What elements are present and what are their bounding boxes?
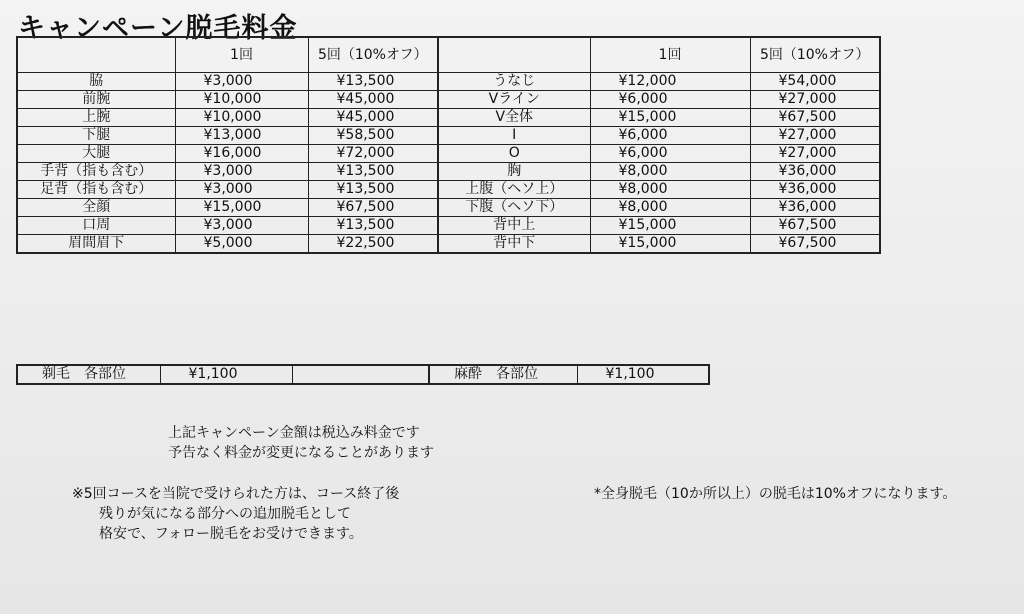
- page-title: キャンペーン脱毛料金: [18, 13, 298, 44]
- left-area-name: 脇: [17, 73, 175, 91]
- table-row: [17, 91, 880, 109]
- course-note-line: ※5回コースを当院で受けられた方は、コース終了後: [72, 486, 400, 502]
- right-area-name: 背中下: [438, 235, 590, 254]
- left-area-name: 大腿: [17, 145, 175, 163]
- anesthesia-label: 麻酔 各部位: [429, 365, 577, 384]
- right-single-price: ¥6,000: [590, 91, 750, 109]
- right-five-price: ¥36,000: [750, 181, 880, 199]
- left-five-price: ¥13,500: [308, 163, 438, 181]
- course-note-line: 残りが気になる部分への追加脱毛として: [99, 506, 351, 522]
- right-five-price: ¥27,000: [750, 91, 880, 109]
- right-area-name: V全体: [438, 109, 590, 127]
- right-area-name: Vライン: [438, 91, 590, 109]
- table-row: [17, 127, 880, 145]
- right-single-price: ¥8,000: [590, 163, 750, 181]
- left-five-price: ¥67,500: [308, 199, 438, 217]
- header-blank-left: [17, 37, 175, 73]
- right-single-price: ¥6,000: [590, 127, 750, 145]
- shaving-price: ¥1,100: [160, 365, 292, 384]
- right-area-name: 上腹（ヘソ上）: [438, 181, 590, 199]
- left-single-price: ¥3,000: [175, 163, 308, 181]
- right-single-price: ¥12,000: [590, 73, 750, 91]
- left-area-name: 足背（指も含む）: [17, 181, 175, 199]
- right-single-price: ¥15,000: [590, 109, 750, 127]
- right-area-name: 背中上: [438, 217, 590, 235]
- right-five-price: ¥27,000: [750, 145, 880, 163]
- table-header-row: [17, 37, 880, 73]
- table-row: [17, 235, 880, 254]
- right-single-price: ¥15,000: [590, 235, 750, 254]
- right-five-price: ¥67,500: [750, 235, 880, 254]
- extra-fee-table: [16, 364, 710, 385]
- right-area-name: 下腹（ヘソ下）: [438, 199, 590, 217]
- left-five-price: ¥22,500: [308, 235, 438, 254]
- left-five-price: ¥45,000: [308, 109, 438, 127]
- left-single-price: ¥3,000: [175, 181, 308, 199]
- left-five-price: ¥58,500: [308, 127, 438, 145]
- left-single-price: ¥10,000: [175, 91, 308, 109]
- left-five-price: ¥13,500: [308, 181, 438, 199]
- left-single-price: ¥13,000: [175, 127, 308, 145]
- price-notice: [168, 423, 434, 463]
- right-five-price: ¥54,000: [750, 73, 880, 91]
- right-five-price: ¥36,000: [750, 163, 880, 181]
- table-row: [17, 199, 880, 217]
- table-row: [17, 73, 880, 91]
- table-row: [17, 145, 880, 163]
- extra-blank-cell: [292, 365, 429, 384]
- right-single-price: ¥6,000: [590, 145, 750, 163]
- right-single-price: ¥8,000: [590, 199, 750, 217]
- right-five-price: ¥67,500: [750, 217, 880, 235]
- table-row: [17, 181, 880, 199]
- left-single-price: ¥15,000: [175, 199, 308, 217]
- left-area-name: 手背（指も含む）: [17, 163, 175, 181]
- price-change-note: 予告なく料金が変更になることがあります: [168, 445, 434, 461]
- table-row: [17, 109, 880, 127]
- course-note: [72, 484, 399, 544]
- right-area-name: O: [438, 145, 590, 163]
- left-area-name: 口周: [17, 217, 175, 235]
- shaving-label: 剃毛 各部位: [17, 365, 160, 384]
- right-area-name: I: [438, 127, 590, 145]
- header-left-single: 1回: [175, 37, 308, 73]
- right-five-price: ¥67,500: [750, 109, 880, 127]
- header-right-single: 1回: [590, 37, 750, 73]
- header-blank-right: [438, 37, 590, 73]
- left-area-name: 眉間眉下: [17, 235, 175, 254]
- table-row: [17, 217, 880, 235]
- right-single-price: ¥15,000: [590, 217, 750, 235]
- header-left-five: 5回（10%オフ）: [308, 37, 438, 73]
- table-row: [17, 163, 880, 181]
- left-area-name: 全顔: [17, 199, 175, 217]
- right-area-name: うなじ: [438, 73, 590, 91]
- left-area-name: 前腕: [17, 91, 175, 109]
- left-single-price: ¥5,000: [175, 235, 308, 254]
- right-five-price: ¥27,000: [750, 127, 880, 145]
- left-five-price: ¥13,500: [308, 217, 438, 235]
- full-body-discount-note: *全身脱毛（10か所以上）の脱毛は10%オフになります。: [594, 486, 957, 502]
- right-area-name: 胸: [438, 163, 590, 181]
- left-area-name: 下腿: [17, 127, 175, 145]
- left-five-price: ¥13,500: [308, 73, 438, 91]
- right-single-price: ¥8,000: [590, 181, 750, 199]
- left-five-price: ¥72,000: [308, 145, 438, 163]
- course-note-line: 格安で、フォロー脱毛をお受けできます。: [99, 526, 363, 542]
- anesthesia-price: ¥1,100: [577, 365, 709, 384]
- tax-included-note: 上記キャンペーン金額は税込み料金です: [168, 425, 420, 441]
- header-right-five: 5回（10%オフ）: [750, 37, 880, 73]
- left-single-price: ¥3,000: [175, 217, 308, 235]
- left-area-name: 上腕: [17, 109, 175, 127]
- left-five-price: ¥45,000: [308, 91, 438, 109]
- left-single-price: ¥16,000: [175, 145, 308, 163]
- left-single-price: ¥3,000: [175, 73, 308, 91]
- left-single-price: ¥10,000: [175, 109, 308, 127]
- right-five-price: ¥36,000: [750, 199, 880, 217]
- extra-fee-row: [17, 365, 709, 384]
- price-table: [16, 36, 881, 254]
